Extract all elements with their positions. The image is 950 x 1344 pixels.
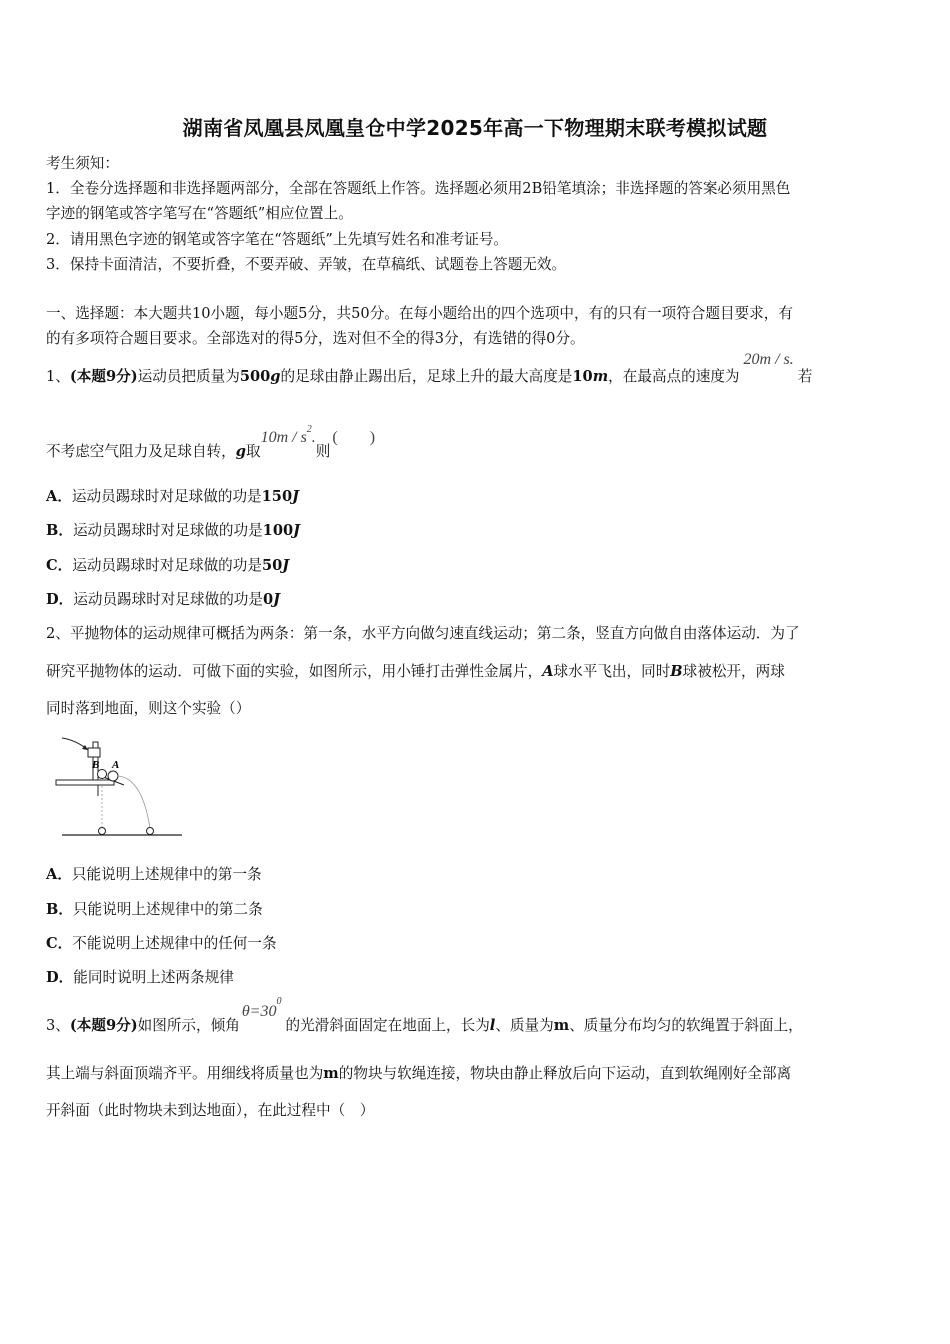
option-text: 运动员踢球时对足球做的功是 xyxy=(72,557,262,574)
option-unit: J xyxy=(292,488,300,505)
q3-line2-a: 其上端与斜面顶端齐平。用细线将质量也为 xyxy=(46,1065,324,1082)
section-intro-line-1: 一、选择题：本大题共10小题，每小题5分，共50分。在每小题给出的四个选项中，有的只有一项符合题目要求，有 xyxy=(46,305,793,322)
q2-line-3: 同时落到地面，则这个实验（） xyxy=(46,700,251,717)
option-label: B． xyxy=(46,901,73,918)
q1-line-2 xyxy=(46,424,376,460)
projectile-experiment-figure xyxy=(54,730,186,842)
option-text: 能同时说明上述两条规律 xyxy=(73,969,234,986)
option-label: A． xyxy=(46,488,72,505)
option-text: 运动员踢球时对足球做的功是 xyxy=(71,488,262,505)
q3-line2-b: 的物块与软绳连接，物块由静止释放后向下运动，直到软绳刚好全部离 xyxy=(338,1065,792,1082)
q1-line2-b: 取 xyxy=(245,443,261,460)
q2-option-a xyxy=(46,863,262,884)
q1-prefix: 1、 xyxy=(46,368,70,385)
q3-mass-var-2: m xyxy=(323,1065,339,1082)
q1-line2-a: 不考虑空气阻力及足球自转， xyxy=(46,443,236,460)
notice-line-4: 3．保持卡面清洁，不要折叠，不要弄破、弄皱，在草稿纸、试题卷上答题无效。 xyxy=(46,256,567,273)
stand-clamp xyxy=(88,748,100,757)
q2-option-d xyxy=(46,966,234,987)
q2-line-1: 2、平抛物体的运动规律可概括为两条：第一条，水平方向做匀速直线运动；第二条，竖直方向做自由落体运动．为了 xyxy=(46,625,800,642)
q1-line-1 xyxy=(46,348,813,385)
option-text: 只能说明上述规律中的第一条 xyxy=(71,866,262,883)
q1-mass-unit: g xyxy=(270,368,281,385)
q1-tag: (本题9分) xyxy=(69,368,138,385)
option-unit: J xyxy=(282,557,290,574)
option-text: 运动员踢球时对足球做的功是 xyxy=(72,522,263,539)
q2-line2-a: 研究平抛物体的运动．可做下面的实验，如图所示，用小锤打击弹性金属片， xyxy=(46,663,543,680)
q2-option-b xyxy=(46,898,263,919)
option-unit: J xyxy=(293,522,301,539)
q3-line-1 xyxy=(46,996,803,1034)
label-b: B xyxy=(92,759,100,771)
q1-height-unit: m xyxy=(592,368,609,385)
label-a: A xyxy=(112,759,120,771)
q3-tag: (本题9分) xyxy=(69,1017,138,1034)
section-intro-line-2: 的有多项符合题目要求。全部选对的得5分，选对但不全的得3分，有选错的得0分。 xyxy=(46,330,585,347)
notice-heading: 考生须知： xyxy=(46,155,119,172)
q1-option-d xyxy=(46,588,280,609)
q1-option-c xyxy=(46,554,289,575)
q3-text-a: 如图所示，倾角 xyxy=(137,1017,240,1034)
notice-line-3: 2．请用黑色字迹的钢笔或答字笔在“答题纸”上先填写姓名和准考证号。 xyxy=(46,231,509,248)
option-text: 运动员踢球时对足球做的功是 xyxy=(73,591,263,608)
page-title: 湖南省凤凰县凤凰皇仓中学2025年高一下物理期末联考模拟试题 xyxy=(182,116,768,140)
q2-ball-a: A xyxy=(542,663,554,680)
option-label: C． xyxy=(46,935,73,952)
q1-g-var: g xyxy=(235,443,246,460)
q1-line2-c: 则 xyxy=(315,443,331,460)
q1-answer-paren: ( ) xyxy=(332,429,376,446)
q2-line-2 xyxy=(46,660,785,681)
q3-length-var: l xyxy=(489,1017,496,1034)
q1-text-a: 运动员把质量为 xyxy=(137,368,240,385)
q3-prefix: 3、 xyxy=(46,1017,70,1034)
ball-a xyxy=(108,771,118,781)
q1-g-exp: 2 xyxy=(306,424,312,436)
q1-option-b xyxy=(46,519,300,540)
q3-angle-sup: 0 xyxy=(276,996,282,1008)
q2-ball-b: B xyxy=(670,663,683,680)
q3-line-3: 开斜面（此时物块未到达地面），在此过程中（ ） xyxy=(46,1102,375,1119)
option-value: 150 xyxy=(261,488,293,505)
option-text: 不能说明上述规律中的任何一条 xyxy=(72,935,277,952)
q3-line-2 xyxy=(46,1062,791,1083)
q3-text-b: 的光滑斜面固定在地面上，长为 xyxy=(285,1017,490,1034)
q3-angle: θ=30 xyxy=(241,1003,277,1020)
option-label: D． xyxy=(46,969,74,986)
q3-text-d: 、质量分布均匀的软绳置于斜面上， xyxy=(569,1017,803,1034)
q1-velocity: 20m / s. xyxy=(743,351,794,368)
option-text: 只能说明上述规律中的第二条 xyxy=(72,901,263,918)
notice-line-1: 1．全卷分选择题和非选择题两部分，全部在答题纸上作答。选择题必须用2B铅笔填涂；非选择题的答案必须用黑色 xyxy=(46,180,791,197)
q1-text-d: 若 xyxy=(797,368,813,385)
platform xyxy=(56,780,114,785)
q1-option-a xyxy=(46,485,299,506)
option-value: 100 xyxy=(262,522,294,539)
q1-g-dot: . xyxy=(311,429,316,446)
option-label: D． xyxy=(46,591,74,608)
option-value: 50 xyxy=(261,557,283,574)
q2-line2-c: 球被松开，两球 xyxy=(682,663,785,680)
parabolic-path xyxy=(118,776,150,828)
option-label: B． xyxy=(46,522,73,539)
notice-line-2: 字迹的钢笔或答字笔写在“答题纸”相应位置上。 xyxy=(46,205,353,222)
q1-text-c: ，在最高点的速度为 xyxy=(608,368,740,385)
q1-g-value: 10m / s xyxy=(260,429,307,446)
option-label: A． xyxy=(46,866,72,883)
q3-text-c: 、质量为 xyxy=(495,1017,554,1034)
q1-text-b: 的足球由静止踢出后，足球上升的最大高度是 xyxy=(280,368,573,385)
option-unit: J xyxy=(273,591,281,608)
option-label: C． xyxy=(46,557,73,574)
q1-height: 10 xyxy=(572,368,593,385)
q1-mass: 500 xyxy=(239,368,271,385)
q2-line2-b: 球水平飞出，同时 xyxy=(553,663,671,680)
q2-option-c xyxy=(46,932,277,953)
q3-mass-var: m xyxy=(553,1017,570,1034)
option-value: 0 xyxy=(262,591,274,608)
